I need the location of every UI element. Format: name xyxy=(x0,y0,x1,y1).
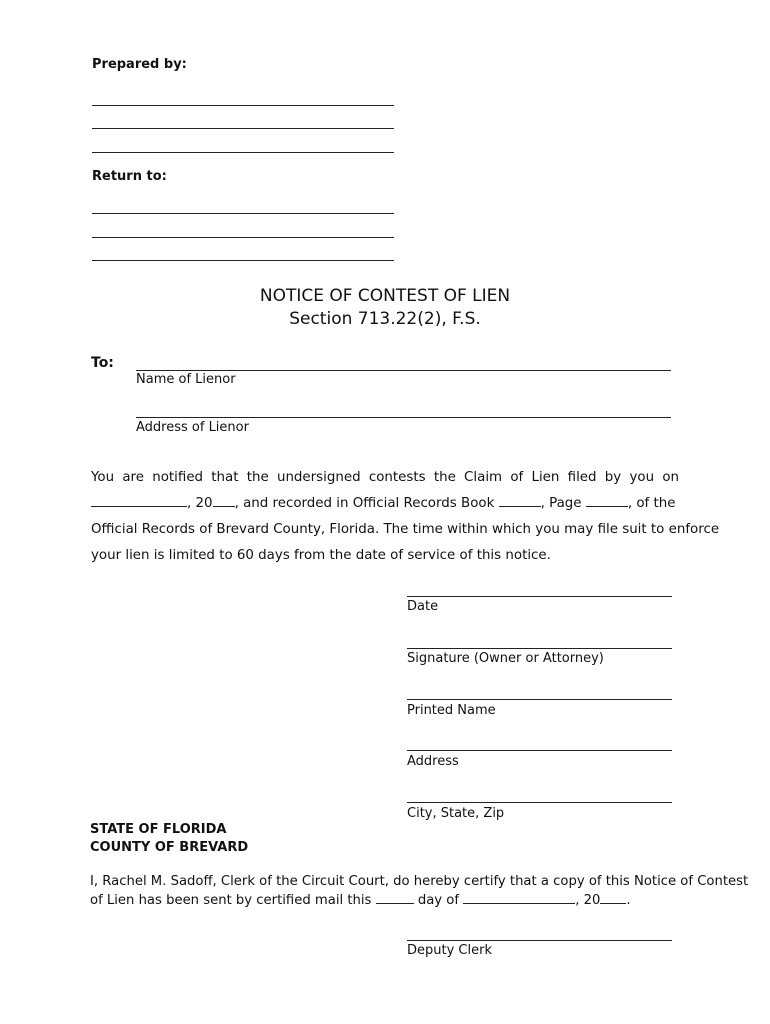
state-heading: STATE OF FLORIDA xyxy=(90,822,227,837)
printed-name-caption: Printed Name xyxy=(407,703,496,718)
document-title: NOTICE OF CONTEST OF LIEN xyxy=(259,286,511,306)
name-of-lienor-caption: Name of Lienor xyxy=(136,372,236,387)
filed-year-blank[interactable] xyxy=(213,492,235,507)
city-state-zip-caption: City, State, Zip xyxy=(407,806,505,821)
notice-line-2: , 20 , and recorded in Official Records Book , Page , of the xyxy=(91,491,691,517)
deputy-clerk-line[interactable] xyxy=(407,940,672,941)
cert-month-blank[interactable] xyxy=(463,891,575,904)
deputy-clerk-caption: Deputy Clerk xyxy=(407,943,492,958)
prepared-by-line-1[interactable] xyxy=(92,105,394,106)
to-label: To: xyxy=(91,355,114,371)
return-to-line-1[interactable] xyxy=(92,213,394,214)
county-heading: COUNTY OF BREVARD xyxy=(90,840,249,855)
prepared-by-line-3[interactable] xyxy=(92,152,394,153)
prepared-by-label: Prepared by: xyxy=(92,57,187,72)
notice-line-1: You are notified that the undersigned contests the Claim of Lien filed by you on xyxy=(91,470,679,485)
prepared-by-line-2[interactable] xyxy=(92,128,394,129)
book-blank[interactable] xyxy=(499,492,541,507)
return-to-label: Return to: xyxy=(92,169,167,184)
document-subtitle: Section 713.22(2), F.S. xyxy=(289,309,481,329)
city-state-zip-line[interactable] xyxy=(407,802,672,803)
printed-name-line[interactable] xyxy=(407,699,672,700)
date-caption: Date xyxy=(407,599,439,614)
address-of-lienor-caption: Address of Lienor xyxy=(136,420,249,435)
certify-line-1: I, Rachel M. Sadoff, Clerk of the Circuit Court, do hereby certify that a copy of this Notice of Contest xyxy=(90,874,749,889)
filed-date-blank[interactable] xyxy=(91,492,187,507)
address-caption: Address xyxy=(407,754,459,769)
return-to-line-2[interactable] xyxy=(92,237,394,238)
certify-line-2: of Lien has been sent by certified mail this day of , 20 . xyxy=(90,893,631,908)
address-line[interactable] xyxy=(407,750,672,751)
notice-line-3: Official Records of Brevard County, Florida. The time within which you may file suit to enforce xyxy=(91,522,720,537)
date-line[interactable] xyxy=(407,596,672,597)
lienor-address-line[interactable] xyxy=(136,417,671,418)
page-blank[interactable] xyxy=(586,492,628,507)
cert-year-blank[interactable] xyxy=(600,891,626,904)
lienor-name-line[interactable] xyxy=(136,370,671,371)
notice-line-4: your lien is limited to 60 days from the date of service of this notice. xyxy=(91,548,551,563)
signature-line[interactable] xyxy=(407,648,672,649)
signature-caption: Signature (Owner or Attorney) xyxy=(407,651,604,666)
cert-day-blank[interactable] xyxy=(376,891,414,904)
return-to-line-3[interactable] xyxy=(92,260,394,261)
